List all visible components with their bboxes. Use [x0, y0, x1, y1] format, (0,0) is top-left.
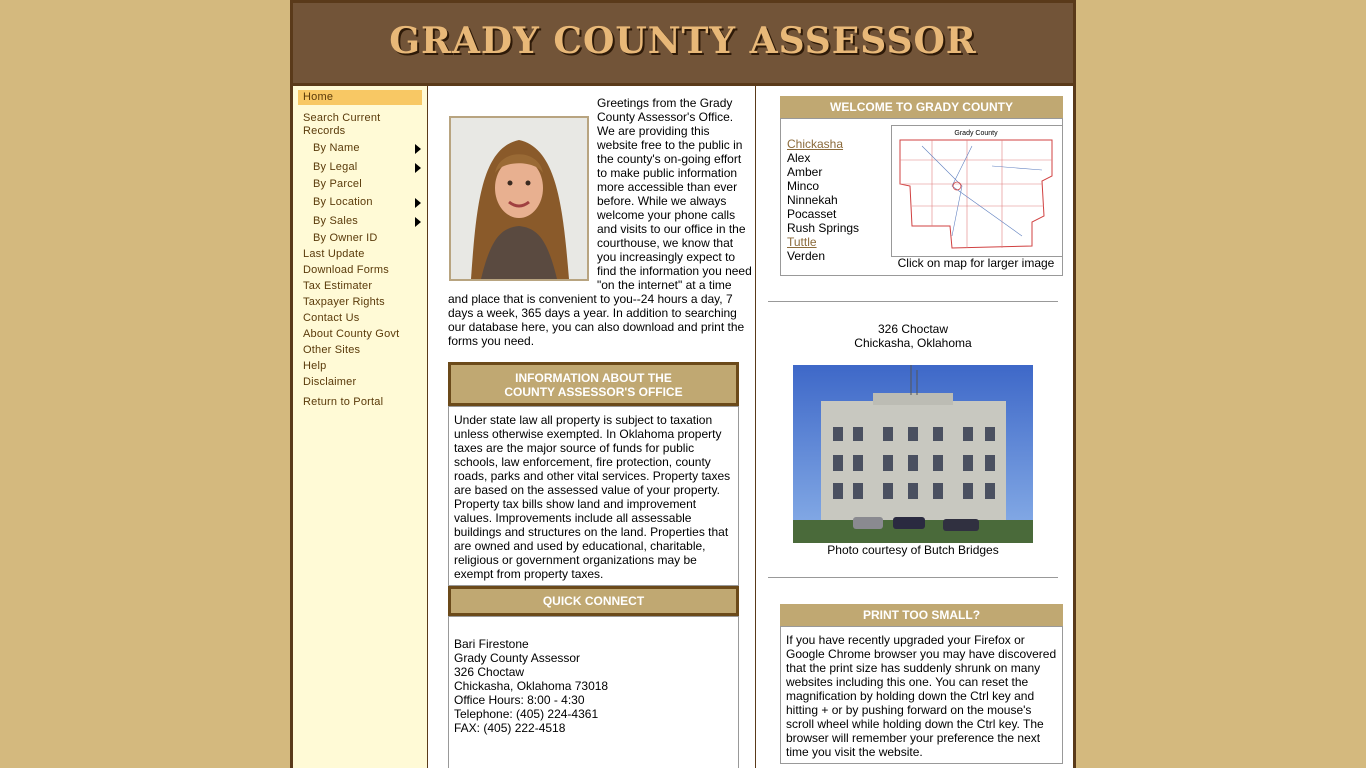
site-header — [293, 3, 1073, 83]
nav-tax-estimater[interactable]: Tax Estimater — [303, 280, 373, 292]
contact-name: Bari Firestone — [454, 637, 529, 651]
town-rush-springs: Rush Springs — [787, 221, 860, 235]
town-ninnekah: Ninnekah — [787, 193, 838, 207]
courthouse-photo — [793, 365, 1033, 543]
submenu-arrow-icon — [415, 217, 421, 227]
nav-by-location-label: By Location — [313, 196, 373, 208]
nav-by-name-label: By Name — [313, 142, 360, 154]
quick-connect-title: QUICK CONNECT — [542, 594, 645, 608]
nav-last-update[interactable]: Last Update — [303, 248, 365, 260]
town-pocasset: Pocasset — [787, 207, 837, 221]
nav-by-sales-label: By Sales — [313, 215, 359, 227]
nav-by-sales[interactable] — [313, 215, 421, 228]
submenu-arrow-icon — [415, 144, 421, 154]
divider — [768, 577, 1058, 578]
county-map[interactable] — [891, 125, 1063, 257]
info-title-line-1: INFORMATION ABOUT THE — [515, 371, 672, 385]
nav-disclaimer[interactable]: Disclaimer — [303, 376, 357, 388]
address-line-1: 326 Choctaw — [877, 322, 949, 336]
divider — [768, 301, 1058, 302]
town-list — [787, 137, 859, 263]
main-content — [428, 86, 756, 768]
nav-by-owner-id-label: By Owner ID — [313, 232, 378, 244]
print-body — [780, 626, 1063, 764]
page-frame — [290, 0, 1076, 768]
right-sidebar — [756, 86, 1073, 768]
print-header — [780, 604, 1063, 626]
submenu-arrow-icon — [415, 198, 421, 208]
left-navigation — [293, 86, 428, 768]
map-caption: Click on map for larger image — [897, 256, 1055, 270]
print-title: PRINT TOO SMALL? — [862, 608, 981, 622]
courthouse-address — [768, 322, 1058, 350]
intro-text: Greetings from the Grady County Assessor's Office. We are providing this website free to the public in the county's on-going effort to make public information more accessible than ever before. While we always welcome your phone calls and visits to our office in the courthouse, we know that you increasingly expect to find the information you need "on the internet" at a time and place that is convenient to you--24 hours a day, 7 days a week, 365 days a year. In addition to searching our database here, you can also download and print the forms you need. — [448, 96, 752, 348]
contact-street: 326 Choctaw — [454, 665, 525, 679]
town-verden: Verden — [787, 249, 826, 263]
assessor-portrait — [449, 116, 589, 281]
nav-search-current-records[interactable]: Search Current Records — [303, 112, 381, 137]
info-box-header — [448, 362, 739, 406]
site-title: GRADY COUNTY ASSESSOR — [389, 20, 977, 62]
county-map-icon — [892, 126, 1060, 254]
info-title-line-2: COUNTY ASSESSOR'S OFFICE — [504, 385, 683, 399]
nav-by-owner-id[interactable] — [313, 232, 421, 245]
photo-caption: Photo courtesy of Butch Bridges — [827, 543, 999, 557]
nav-by-parcel[interactable] — [313, 178, 421, 191]
address-line-2: Chickasha, Oklahoma — [854, 336, 972, 350]
map-label: Grady County — [954, 130, 998, 137]
town-link-tuttle[interactable]: Tuttle — [787, 235, 817, 249]
portrait-image-icon — [451, 118, 587, 279]
welcome-body — [780, 118, 1063, 276]
quick-connect-body — [448, 616, 739, 768]
nav-help[interactable]: Help — [303, 360, 327, 372]
print-text: If you have recently upgraded your Firefox or Google Chrome browser you may have discovered that the print size has suddenly shrunk on many websites including this one. You can reset the magnification by holding down the Ctrl key and hitting + or by pushing forward on the mouse's scroll wheel while holding down the Ctrl key. The browser will remember your preference the next time you visit the website. — [786, 633, 1057, 759]
nav-by-location[interactable] — [313, 196, 421, 209]
nav-download-forms[interactable]: Download Forms — [303, 264, 389, 276]
contact-city: Chickasha, Oklahoma 73018 — [454, 679, 609, 693]
nav-contact-us[interactable]: Contact Us — [303, 312, 360, 324]
nav-taxpayer-rights[interactable]: Taxpayer Rights — [303, 296, 385, 308]
nav-return-to-portal[interactable]: Return to Portal — [303, 396, 384, 408]
contact-fax: FAX: (405) 222-4518 — [454, 721, 566, 735]
contact-hours: Office Hours: 8:00 - 4:30 — [454, 693, 585, 707]
nav-other-sites[interactable]: Other Sites — [303, 344, 361, 356]
contact-title: Grady County Assessor — [454, 651, 581, 665]
submenu-arrow-icon — [415, 163, 421, 173]
town-minco: Minco — [787, 179, 820, 193]
quick-connect-header — [448, 586, 739, 616]
contact-telephone: Telephone: (405) 224-4361 — [454, 707, 599, 721]
info-text: Under state law all property is subject to taxation unless otherwise exempted. In Oklahoma property taxes are the major source of funds for public schools, law enforcement, fire protection, county roads, parks and other vital services. Property taxes are based on the assessed value of your property. Property tax bills show land and improvement values. Improvements include all assessable buildings and structures on the land. Properties that are owned and used by educational, charitable, religious or government organizations may be exempt from property taxes. — [454, 413, 731, 581]
intro-block — [448, 96, 753, 348]
courthouse-photo-icon — [793, 365, 1033, 543]
info-box-body — [448, 406, 739, 586]
town-link-chickasha[interactable]: Chickasha — [787, 137, 844, 151]
welcome-header — [780, 96, 1063, 118]
nav-by-name[interactable] — [313, 142, 421, 155]
nav-home[interactable]: Home — [298, 90, 422, 105]
welcome-title: WELCOME TO GRADY COUNTY — [830, 100, 1013, 114]
nav-by-legal-label: By Legal — [313, 161, 358, 173]
town-amber: Amber — [787, 165, 823, 179]
nav-by-legal[interactable] — [313, 161, 421, 174]
town-alex: Alex — [787, 151, 811, 165]
nav-by-parcel-label: By Parcel — [313, 178, 362, 190]
nav-about-county-govt[interactable]: About County Govt — [303, 328, 400, 340]
